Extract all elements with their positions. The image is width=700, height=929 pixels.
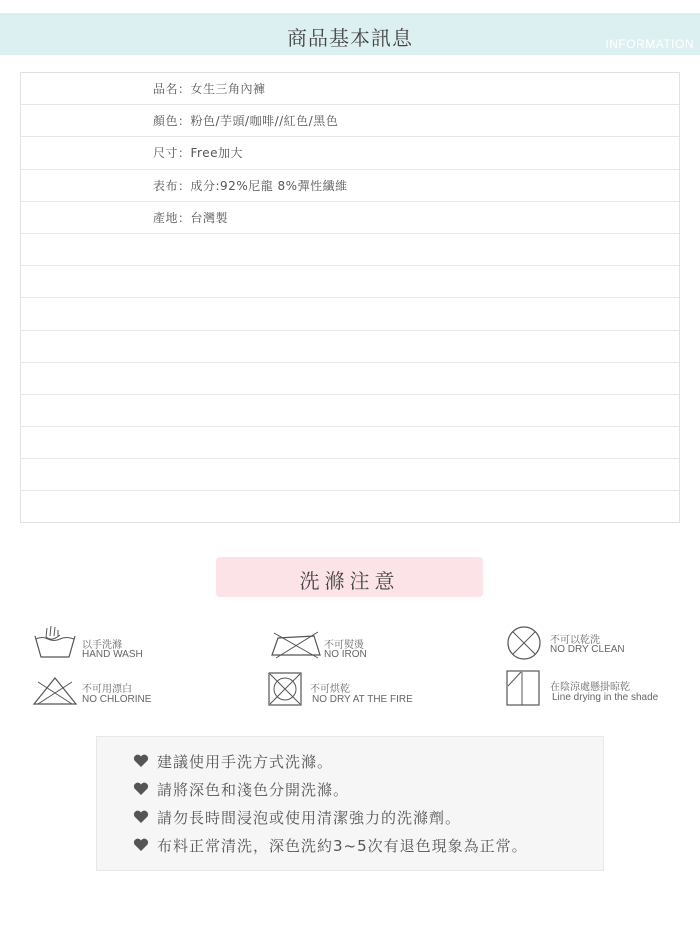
spec-colors: 顏色：粉色/芋頭/咖啡//紅色/黑色 <box>153 114 339 129</box>
care-item-no-tumble-dry <box>268 672 448 710</box>
care-zh: 不可烘乾 <box>310 684 350 695</box>
tip-item <box>133 805 461 829</box>
spec-row <box>21 202 679 234</box>
care-zh: 不可以乾洗 <box>550 635 600 646</box>
tip-text: 請將深色和淺色分開洗滌。 <box>157 780 350 799</box>
tip-text: 布料正常清洗，深色洗約3~5次有退色現象為正常。 <box>157 836 528 855</box>
care-tips-box <box>96 736 604 871</box>
no-chlorine-icon <box>32 676 78 706</box>
info-subtitle: INFORMATION <box>605 37 694 51</box>
care-en: NO DRY CLEAN <box>550 644 625 655</box>
heart-icon <box>133 754 149 768</box>
heart-icon <box>133 782 149 796</box>
care-zh: 在陰涼處懸掛晾乾 <box>550 682 630 693</box>
tip-text: 請勿長時間浸泡或使用清潔強力的洗滌劑。 <box>157 808 462 827</box>
care-en: Line drying in the shade <box>552 692 659 703</box>
spec-row <box>21 105 679 137</box>
care-en: HAND WASH <box>82 649 143 660</box>
care-item-no-dry-clean <box>506 625 676 661</box>
spec-row-empty <box>21 266 679 298</box>
no-dry-clean-icon <box>506 625 542 661</box>
care-header <box>216 557 483 597</box>
line-dry-shade-icon <box>506 670 540 706</box>
no-tumble-dry-icon <box>268 672 302 706</box>
heart-icon <box>133 838 149 852</box>
spec-size: 尺寸：Free加大 <box>153 146 243 161</box>
spec-name: 品名：女生三角內褲 <box>153 82 266 97</box>
heart-icon <box>133 810 149 824</box>
care-en: NO DRY AT THE FIRE <box>312 694 413 705</box>
spec-table <box>20 72 680 523</box>
tip-text: 建議使用手洗方式洗滌。 <box>157 752 334 771</box>
spec-origin: 產地：台灣製 <box>153 210 229 225</box>
spec-row <box>21 73 679 105</box>
care-en: NO CHLORINE <box>82 694 152 705</box>
tip-item <box>133 749 333 773</box>
spec-row-empty <box>21 395 679 427</box>
care-zh: 以手洗滌 <box>82 640 122 651</box>
hand-wash-icon <box>32 624 78 660</box>
no-iron-icon <box>270 630 322 660</box>
spec-row-empty <box>21 298 679 330</box>
spec-row-empty <box>21 331 679 363</box>
spec-row-empty <box>21 234 679 266</box>
spec-row <box>21 137 679 169</box>
care-item-hand-wash <box>32 624 202 664</box>
care-item-no-chlorine <box>32 676 202 710</box>
tip-item <box>133 833 528 857</box>
spec-fabric: 表布：成分:92%尼龍 8%彈性纖維 <box>153 178 348 193</box>
care-zh: 不可用漂白 <box>82 684 132 695</box>
info-title: 商品基本訊息 <box>287 26 413 50</box>
care-en: NO IRON <box>324 649 367 660</box>
care-title: 洗滌注意 <box>299 569 400 593</box>
info-header <box>0 13 700 55</box>
care-zh: 不可熨燙 <box>324 640 364 651</box>
spec-row-empty <box>21 427 679 459</box>
spec-row <box>21 170 679 202</box>
care-item-line-dry-shade <box>506 670 696 708</box>
care-item-no-iron <box>270 630 440 666</box>
spec-row-empty <box>21 459 679 491</box>
tip-item <box>133 777 349 801</box>
spec-row-empty <box>21 363 679 395</box>
spec-row-empty <box>21 491 679 523</box>
